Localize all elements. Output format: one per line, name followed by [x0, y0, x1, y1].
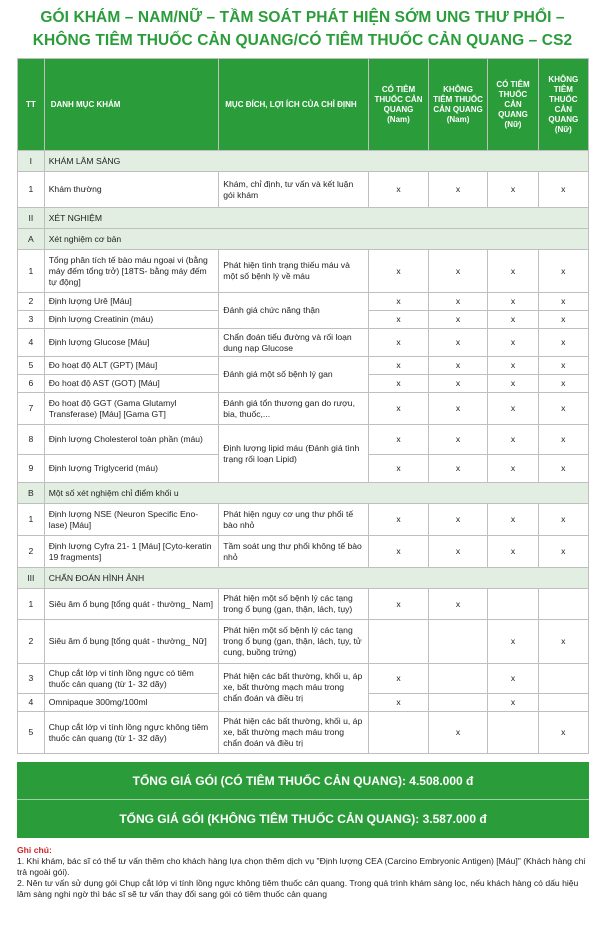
check-mark: x: [428, 172, 488, 208]
title-line-2: KHÔNG TIÊM THUỐC CẢN QUANG/CÓ TIÊM THUỐC CẢN QUANG – CS2: [32, 32, 573, 49]
col-header-contrast-female: CÓ TIÊM THUỐC CẢN QUANG (Nữ): [488, 59, 538, 151]
check-mark: x: [369, 311, 429, 329]
empty-cell: [488, 712, 538, 754]
table-row: [18, 589, 589, 620]
check-mark: x: [369, 694, 429, 712]
row-number: 1: [18, 589, 45, 620]
table-row: [18, 393, 589, 425]
check-mark: x: [488, 311, 538, 329]
empty-cell: [369, 620, 429, 664]
table-row: [18, 504, 589, 536]
table-row: [18, 425, 589, 455]
empty-cell: [538, 664, 588, 694]
check-mark: x: [369, 664, 429, 694]
check-mark: x: [369, 172, 429, 208]
section-label: KHÁM LÂM SÀNG: [44, 151, 588, 172]
row-number: 2: [18, 620, 45, 664]
check-mark: x: [369, 329, 429, 357]
check-mark: x: [428, 589, 488, 620]
exam-item: Đo hoạt độ AST (GOT) [Máu]: [44, 375, 219, 393]
check-mark: x: [369, 250, 429, 293]
exam-purpose: Phát hiện tình trạng thiếu máu và một số bệnh lý về máu: [219, 250, 369, 293]
check-mark: x: [538, 455, 588, 483]
check-mark: x: [488, 172, 538, 208]
empty-cell: [369, 712, 429, 754]
exam-item: Định lượng Triglycerid (máu): [44, 455, 219, 483]
row-number: 4: [18, 329, 45, 357]
exam-purpose: Tầm soát ung thư phổi không tế bào nhỏ: [219, 536, 369, 568]
check-mark: x: [538, 393, 588, 425]
exam-item: Định lượng Cyfra 21- 1 [Máu] [Cyto-keratin 19 fragments]: [44, 536, 219, 568]
check-mark: x: [538, 172, 588, 208]
check-mark: x: [488, 250, 538, 293]
row-number: 6: [18, 375, 45, 393]
check-mark: x: [428, 393, 488, 425]
exam-item: Siêu âm ổ bụng [tổng quát - thường_ Nữ]: [44, 620, 219, 664]
row-number: 4: [18, 694, 45, 712]
check-mark: x: [538, 250, 588, 293]
check-mark: x: [428, 455, 488, 483]
title-line-1: GÓI KHÁM – NAM/NỮ – TẦM SOÁT PHÁT HIỆN SỚM UNG THƯ PHỔI –: [40, 9, 565, 26]
check-mark: x: [538, 712, 588, 754]
exam-item: Đo hoạt độ GGT (Gama Glutamyl Transferase) [Máu] [Gama GT]: [44, 393, 219, 425]
section-label: XÉT NGHIỆM: [44, 208, 588, 229]
check-mark: x: [488, 664, 538, 694]
section-number: B: [18, 483, 45, 504]
col-header-tt: TT: [18, 59, 45, 151]
exam-item: Chụp cắt lớp vi tính lồng ngực có tiêm thuốc cản quang (từ 1- 32 dãy): [44, 664, 219, 694]
exam-item: Định lượng NSE (Neuron Specific Eno-lase) [Máu]: [44, 504, 219, 536]
check-mark: x: [428, 250, 488, 293]
exam-item: Định lượng Glucose [Máu]: [44, 329, 219, 357]
check-mark: x: [538, 620, 588, 664]
exam-item: Định lượng Urê [Máu]: [44, 293, 219, 311]
check-mark: x: [428, 375, 488, 393]
check-mark: x: [428, 504, 488, 536]
table-row: [18, 329, 589, 357]
section-label: CHẨN ĐOÁN HÌNH ẢNH: [44, 568, 588, 589]
check-mark: x: [488, 694, 538, 712]
row-number: 3: [18, 664, 45, 694]
section-number: I: [18, 151, 45, 172]
table-header: [18, 59, 589, 151]
check-mark: x: [538, 357, 588, 375]
check-mark: x: [538, 536, 588, 568]
col-header-contrast-male: CÓ TIÊM THUỐC CẢN QUANG (Nam): [369, 59, 429, 151]
check-mark: x: [369, 425, 429, 455]
check-mark: x: [428, 329, 488, 357]
empty-cell: [428, 664, 488, 694]
exam-item: Đo hoạt độ ALT (GPT) [Máu]: [44, 357, 219, 375]
check-mark: x: [428, 293, 488, 311]
section-number: II: [18, 208, 45, 229]
table-row: [18, 250, 589, 293]
check-mark: x: [488, 620, 538, 664]
section-label: Xét nghiệm cơ bản: [44, 229, 588, 250]
table-row: [18, 172, 589, 208]
check-mark: x: [538, 375, 588, 393]
total-price-with-contrast: TỔNG GIÁ GÓI (CÓ TIÊM THUỐC CẢN QUANG): 4.508.000 đ: [17, 762, 589, 800]
row-number: 1: [18, 250, 45, 293]
empty-cell: [538, 694, 588, 712]
exam-purpose: Đánh giá chức năng thận: [219, 293, 369, 329]
col-header-category: DANH MỤC KHÁM: [44, 59, 219, 151]
note-item-1: 1. Khi khám, bác sĩ có thể tư vấn thêm cho khách hàng lựa chọn thêm dịch vụ "Định lượng CEA (Carcino Embryonic Antigen) [Máu]" (Khách hàng chi trả ngoài gói).: [17, 856, 586, 877]
check-mark: x: [428, 357, 488, 375]
exam-item: Định lượng Cholesterol toàn phần (máu): [44, 425, 219, 455]
check-mark: x: [488, 329, 538, 357]
row-number: 3: [18, 311, 45, 329]
row-number: 8: [18, 425, 45, 455]
col-header-no-contrast-male: KHÔNG TIÊM THUỐC CẢN QUANG (Nam): [428, 59, 488, 151]
check-mark: x: [428, 536, 488, 568]
exam-purpose: Phát hiện một số bệnh lý các tạng trong ổ bụng (gan, thận, lách, tụy, tử cung, buồng trứng): [219, 620, 369, 664]
check-mark: x: [369, 293, 429, 311]
check-mark: x: [538, 329, 588, 357]
section-row: [18, 151, 589, 172]
table-row: [18, 293, 589, 311]
exam-package-table: [17, 58, 589, 754]
exam-item: Omnipaque 300mg/100ml: [44, 694, 219, 712]
exam-item: Siêu âm ổ bụng [tổng quát - thường_ Nam]: [44, 589, 219, 620]
exam-item: Định lượng Creatinin (máu): [44, 311, 219, 329]
exam-purpose: Đánh giá một số bệnh lý gan: [219, 357, 369, 393]
col-header-no-contrast-female: KHÔNG TIÊM THUỐC CẢN QUANG (Nữ): [538, 59, 588, 151]
empty-cell: [488, 589, 538, 620]
section-row: [18, 483, 589, 504]
check-mark: x: [538, 425, 588, 455]
check-mark: x: [538, 293, 588, 311]
check-mark: x: [428, 425, 488, 455]
table-row: [18, 664, 589, 694]
check-mark: x: [428, 311, 488, 329]
table-row: [18, 712, 589, 754]
check-mark: x: [428, 712, 488, 754]
check-mark: x: [488, 293, 538, 311]
row-number: 5: [18, 712, 45, 754]
check-mark: x: [488, 536, 538, 568]
check-mark: x: [488, 375, 538, 393]
exam-purpose: Chẩn đoán tiểu đường và rối loạn dung nạp Glucose: [219, 329, 369, 357]
table-row: [18, 536, 589, 568]
row-number: 7: [18, 393, 45, 425]
section-row: [18, 229, 589, 250]
exam-purpose: Phát hiện một số bệnh lý các tạng trong ổ bụng (gan, thận, lách, tụy): [219, 589, 369, 620]
check-mark: x: [369, 536, 429, 568]
row-number: 1: [18, 172, 45, 208]
check-mark: x: [488, 393, 538, 425]
total-price-without-contrast: TỔNG GIÁ GÓI (KHÔNG TIÊM THUỐC CẢN QUANG): 3.587.000 đ: [17, 800, 589, 838]
check-mark: x: [488, 504, 538, 536]
empty-cell: [428, 620, 488, 664]
check-mark: x: [369, 455, 429, 483]
row-number: 5: [18, 357, 45, 375]
check-mark: x: [488, 425, 538, 455]
row-number: 2: [18, 293, 45, 311]
table-row: [18, 620, 589, 664]
exam-item: Chụp cắt lớp vi tính lồng ngực không tiêm thuốc cản quang (từ 1- 32 dãy): [44, 712, 219, 754]
section-number: A: [18, 229, 45, 250]
table-row: [18, 357, 589, 375]
exam-item: Tổng phân tích tế bào máu ngoại vi (bằng máy đếm tổng trở) [18TS- bằng máy đếm tự động]: [44, 250, 219, 293]
exam-purpose: Định lượng lipid máu (Đánh giá tình trạng rối loạn Lipid): [219, 425, 369, 483]
empty-cell: [428, 694, 488, 712]
exam-purpose: Đánh giá tổn thương gan do rượu, bia, thuốc,...: [219, 393, 369, 425]
check-mark: x: [369, 589, 429, 620]
check-mark: x: [369, 504, 429, 536]
check-mark: x: [488, 455, 538, 483]
section-number: III: [18, 568, 45, 589]
col-header-purpose: MỤC ĐÍCH, LỢI ÍCH CỦA CHỈ ĐỊNH: [219, 59, 369, 151]
row-number: 1: [18, 504, 45, 536]
exam-item: Khám thường: [44, 172, 219, 208]
check-mark: x: [369, 393, 429, 425]
exam-purpose: Khám, chỉ định, tư vấn và kết luận gói khám: [219, 172, 369, 208]
section-row: [18, 568, 589, 589]
section-label: Một số xét nghiệm chỉ điểm khối u: [44, 483, 588, 504]
check-mark: x: [488, 357, 538, 375]
check-mark: x: [538, 311, 588, 329]
exam-purpose: Phát hiện nguy cơ ung thư phổi tế bào nhỏ: [219, 504, 369, 536]
note-item-2: 2. Nên tư vấn sử dụng gói Chụp cắt lớp vi tính lồng ngực không tiêm thuốc cản quang. Trong quá trình khám sàng lọc, nếu khách hàng có dấu hiệu lâm sàng nghi ngờ thì bác sĩ sẽ tư vấn thay đổi sang gói có tiêm thuốc cản quang: [17, 878, 579, 899]
page-title: [0, 6, 605, 52]
check-mark: x: [369, 357, 429, 375]
exam-purpose: Phát hiện các bất thường, khối u, áp xe, bất thường mạch máu trong chẩn đoán và điều trị: [219, 712, 369, 754]
check-mark: x: [369, 375, 429, 393]
exam-purpose: Phát hiện các bất thường, khối u, áp xe, bất thường mạch máu trong chẩn đoán và điều trị: [219, 664, 369, 712]
row-number: 9: [18, 455, 45, 483]
row-number: 2: [18, 536, 45, 568]
empty-cell: [538, 589, 588, 620]
section-row: [18, 208, 589, 229]
check-mark: x: [538, 504, 588, 536]
notes-section: [17, 845, 589, 900]
notes-title: Ghi chú:: [17, 845, 52, 855]
